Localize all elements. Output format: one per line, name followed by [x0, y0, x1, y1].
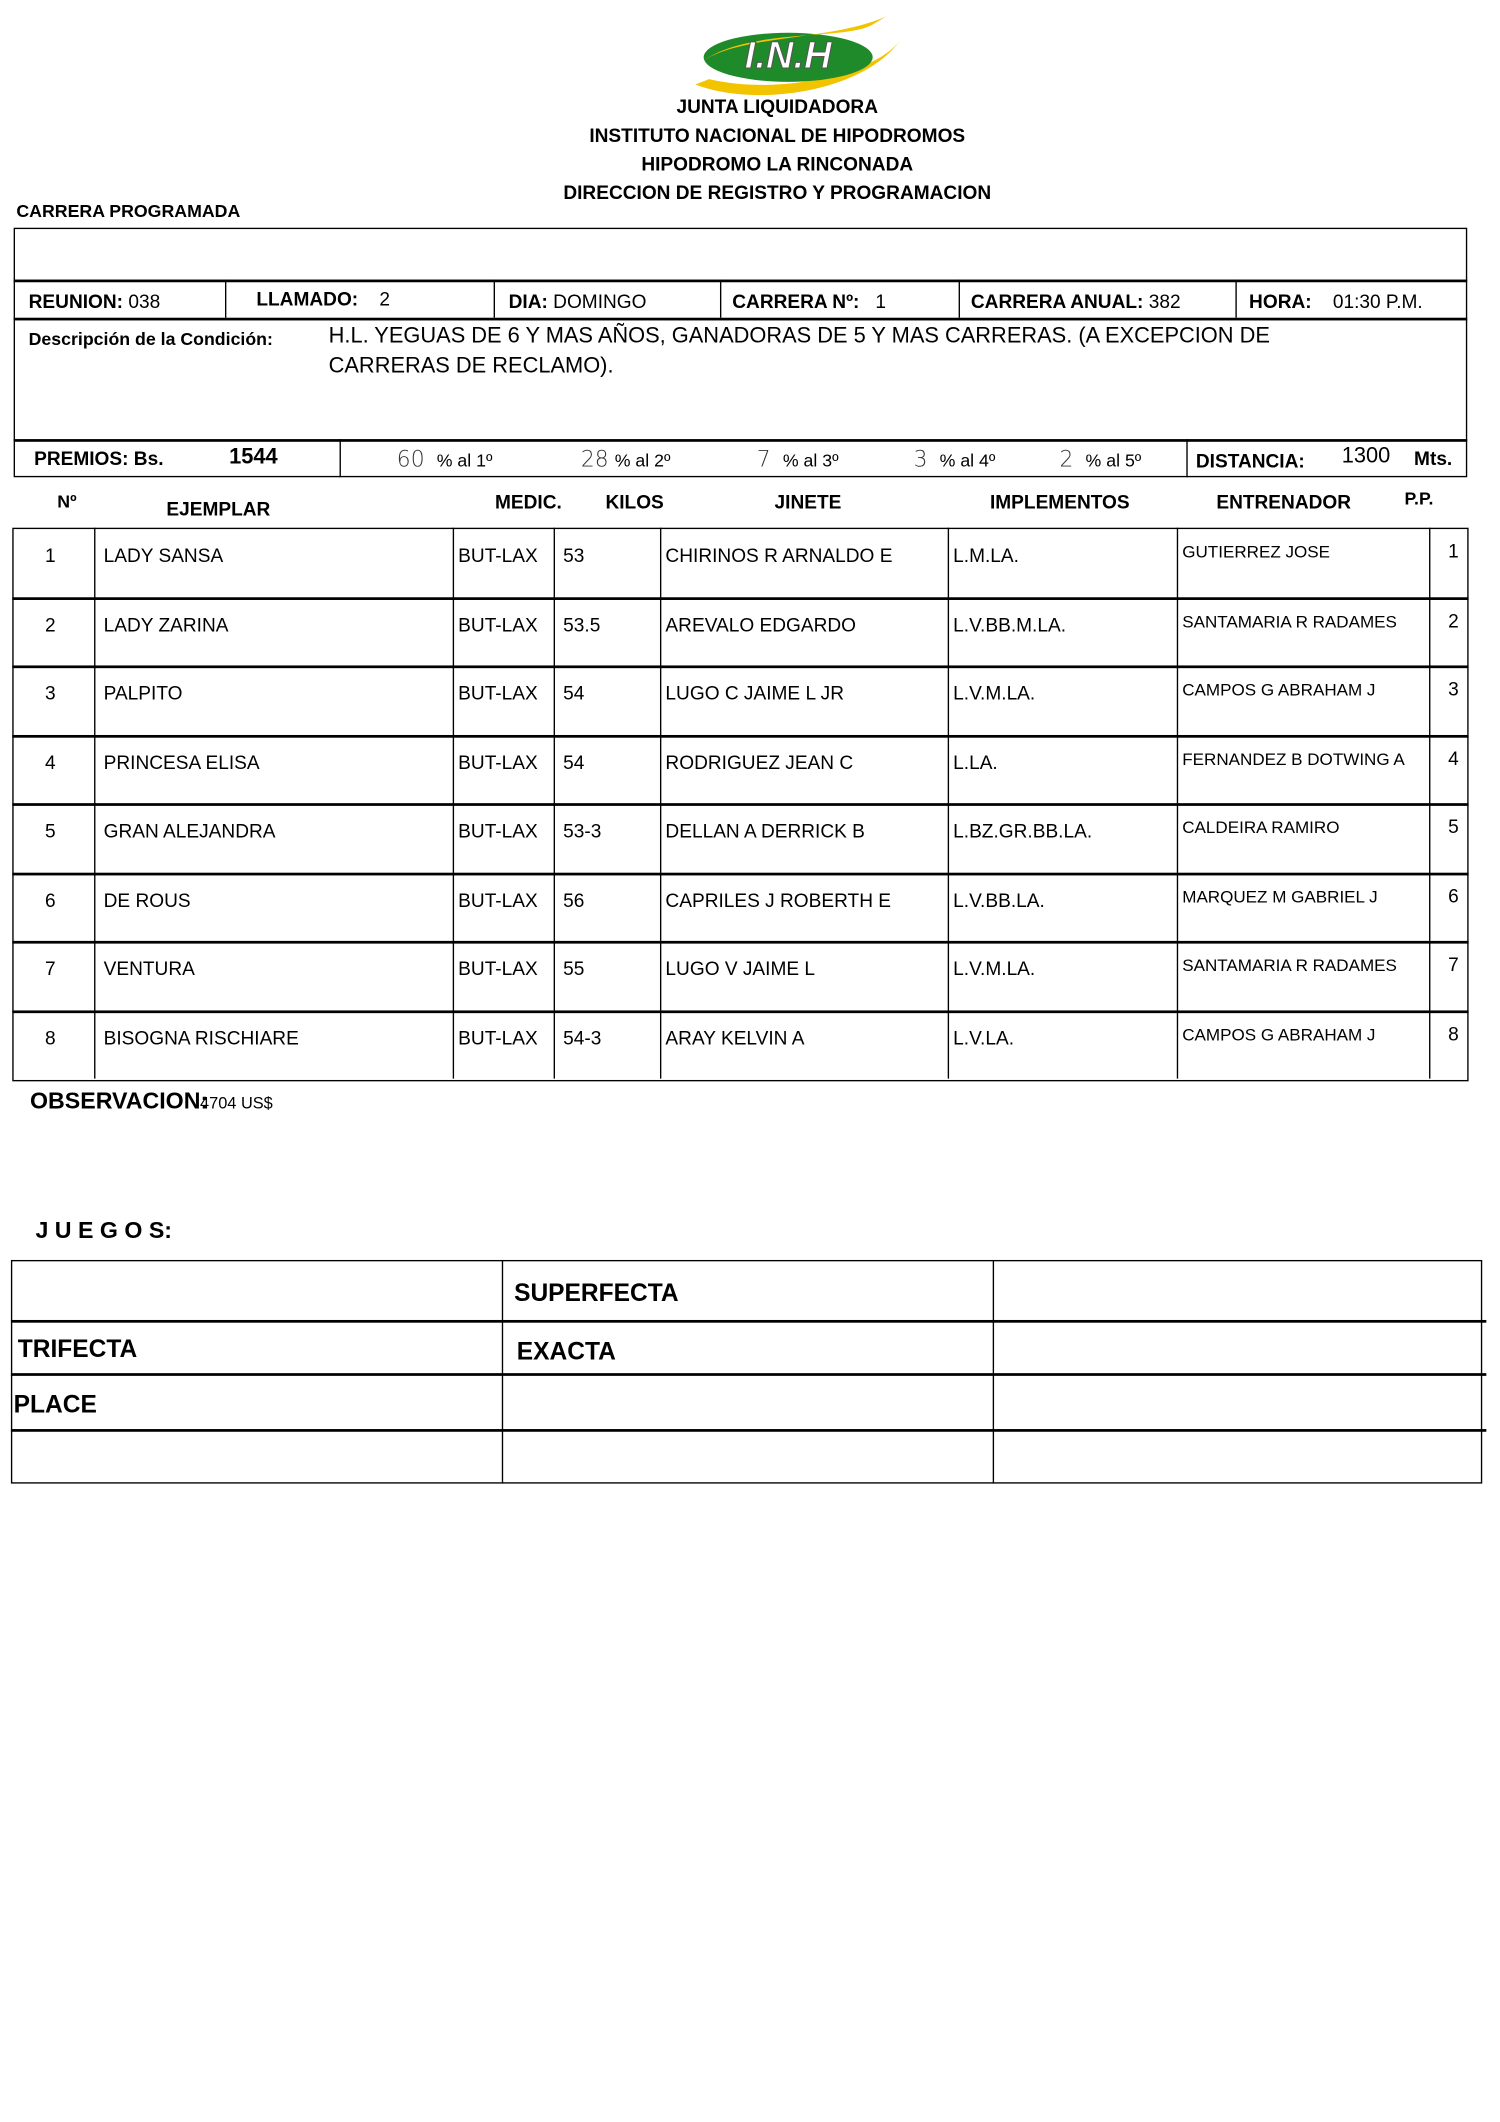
carrera-anual-field: CARRERA ANUAL: 382 — [970, 290, 1181, 313]
entry-medic: BUT-LAX — [458, 1026, 538, 1048]
entry-pp: 1 — [1448, 539, 1459, 562]
entry-implementos: L.V.BB.LA. — [953, 888, 1045, 911]
entry-no: 4 — [44, 750, 56, 773]
distancia-label: DISTANCIA: — [1195, 449, 1305, 472]
entry-jinete: RODRIGUEZ JEAN C — [665, 750, 854, 773]
entry-implementos: L.V.BB.M.LA. — [953, 612, 1066, 635]
entry-medic: BUT-LAX — [458, 544, 538, 566]
header-line-2: INSTITUTO NACIONAL DE HIPODROMOS — [589, 124, 966, 146]
header-line-1: JUNTA LIQUIDADORA — [676, 95, 879, 118]
entry-jinete: CHIRINOS R ARNALDO E — [665, 544, 893, 566]
llamado-value: 2 — [379, 287, 391, 310]
entry-entrenador: CALDEIRA RAMIRO — [1182, 818, 1340, 838]
distancia-value: 1300 — [1341, 444, 1391, 468]
hora-value: 01:30 P.M. — [1332, 290, 1423, 313]
entry-kilos: 54 — [563, 750, 585, 773]
entry-pp: 6 — [1448, 884, 1459, 907]
observacion-label: OBSERVACION: — [29, 1088, 209, 1115]
juegos-exacta: EXACTA — [516, 1337, 616, 1365]
entry-jinete: AREVALO EDGARDO — [665, 612, 857, 635]
entry-kilos: 54 — [563, 681, 585, 704]
entry-pp: 3 — [1448, 677, 1459, 700]
header-line-4: DIRECCION DE REGISTRO Y PROGRAMACION — [563, 181, 992, 204]
entry-implementos: L.LA. — [953, 750, 998, 773]
entry-medic: BUT-LAX — [458, 957, 538, 980]
entry-kilos: 53 — [563, 544, 585, 566]
juegos-place: PLACE — [13, 1390, 97, 1419]
entry-no: 8 — [44, 1026, 56, 1048]
col-header-implementos: IMPLEMENTOS — [989, 490, 1130, 513]
entry-implementos: L.V.M.LA. — [953, 957, 1036, 980]
entry-no: 6 — [44, 888, 56, 911]
entry-medic: BUT-LAX — [458, 681, 538, 704]
entry-kilos: 53.5 — [563, 612, 601, 635]
juegos-trifecta: TRIFECTA — [17, 1334, 138, 1363]
col-header-pp: P.P. — [1404, 488, 1434, 509]
entry-entrenador: SANTAMARIA R RADAMES — [1182, 611, 1397, 631]
header-line-3: HIPODROMO LA RINCONADA — [641, 152, 914, 175]
entry-jinete: CAPRILES J ROBERTH E — [665, 888, 892, 911]
entry-no: 7 — [44, 957, 56, 980]
entry-pp: 4 — [1448, 746, 1459, 769]
inh-logo — [668, 0, 924, 109]
condition-text-line-2: CARRERAS DE RECLAMO). — [328, 354, 614, 378]
entry-entrenador: SANTAMARIA R RADAMES — [1182, 955, 1397, 975]
condition-label: Descripción de la Condición: — [28, 328, 273, 350]
premios-amount: 1544 — [229, 445, 278, 470]
premios-label: PREMIOS: Bs. — [34, 447, 164, 470]
entry-implementos: L.M.LA. — [953, 544, 1019, 566]
entry-implementos: L.BZ.GR.BB.LA. — [953, 819, 1093, 842]
entry-jinete: ARAY KELVIN A — [665, 1026, 805, 1048]
col-header-medic: MEDIC. — [494, 490, 562, 513]
carrera-field: CARRERA Nº: 1 — [732, 290, 886, 313]
col-header-entrenador: ENTRENADOR — [1216, 490, 1352, 513]
condition-text-line-1: H.L. YEGUAS DE 6 Y MAS AÑOS, GANADORAS DE 5 Y MAS CARRERAS. (A EXCEPCION DE — [328, 324, 1270, 348]
entry-entrenador: MARQUEZ M GABRIEL J — [1182, 887, 1378, 907]
entry-entrenador: CAMPOS G ABRAHAM J — [1182, 1024, 1376, 1044]
section-title: CARRERA PROGRAMADA — [16, 200, 241, 221]
distancia-unit: Mts. — [1414, 447, 1453, 470]
premio-split-4: 3 % al 4º — [913, 445, 996, 472]
entry-kilos: 56 — [563, 888, 585, 911]
premio-split-5: 2 % al 5º — [1059, 445, 1142, 472]
entry-pp: 7 — [1448, 953, 1459, 975]
entry-jinete: LUGO C JAIME L JR — [665, 681, 845, 704]
entry-ejemplar: LADY ZARINA — [103, 612, 229, 635]
juegos-title: J U E G O S: — [35, 1217, 173, 1244]
entry-jinete: DELLAN A DERRICK B — [665, 819, 865, 842]
entry-no: 5 — [44, 819, 56, 842]
entry-jinete: LUGO V JAIME L — [665, 957, 816, 980]
dia-field: DIA: DOMINGO — [508, 290, 647, 313]
col-header-jinete: JINETE — [774, 490, 842, 513]
entry-entrenador: GUTIERREZ JOSE — [1182, 542, 1330, 562]
entry-no: 2 — [44, 612, 56, 635]
premio-split-2: 28 % al 2º — [580, 445, 671, 472]
entry-ejemplar: DE ROUS — [103, 888, 191, 911]
juegos-superfecta: SUPERFECTA — [514, 1279, 679, 1307]
entry-entrenador: CAMPOS G ABRAHAM J — [1182, 680, 1376, 700]
carrera-anual-value: 382 — [1148, 290, 1181, 313]
entry-pp: 5 — [1448, 815, 1459, 838]
llamado-field: LLAMADO: 2 — [256, 287, 391, 310]
entry-medic: BUT-LAX — [458, 750, 538, 773]
reunion-value: 038 — [128, 290, 161, 313]
col-header-kilos: KILOS — [605, 490, 664, 513]
col-header-ejemplar: EJEMPLAR — [166, 497, 271, 520]
hora-field: HORA: 01:30 P.M. — [1249, 290, 1423, 313]
premio-split-1: 60 % al 1º — [396, 445, 493, 472]
premio-split-3: 7 % al 3º — [756, 445, 839, 472]
entry-ejemplar: BISOGNA RISCHIARE — [103, 1026, 299, 1048]
entry-ejemplar: PALPITO — [103, 681, 183, 704]
entry-kilos: 54-3 — [563, 1026, 602, 1048]
entry-pp: 2 — [1448, 608, 1459, 631]
entry-implementos: L.V.M.LA. — [953, 681, 1036, 704]
entry-medic: BUT-LAX — [458, 612, 538, 635]
entry-ejemplar: VENTURA — [103, 957, 195, 980]
entry-kilos: 55 — [563, 957, 585, 980]
svg-text:I.N.H: I.N.H — [744, 34, 832, 78]
observacion-value: 4704 US$ — [200, 1093, 273, 1113]
col-header-no: Nº — [57, 490, 77, 512]
entry-no: 3 — [44, 681, 56, 704]
entry-entrenador: FERNANDEZ B DOTWING A — [1182, 749, 1405, 769]
entry-pp: 8 — [1448, 1022, 1459, 1044]
entry-ejemplar: PRINCESA ELISA — [103, 750, 260, 773]
entry-ejemplar: LADY SANSA — [103, 544, 224, 566]
dia-value: DOMINGO — [553, 290, 647, 313]
entry-no: 1 — [44, 544, 56, 566]
reunion-field: REUNION: 038 — [28, 290, 161, 313]
entry-implementos: L.V.LA. — [953, 1026, 1015, 1048]
observacion — [30, 1088, 273, 1115]
carrera-value: 1 — [875, 290, 886, 313]
entry-ejemplar: GRAN ALEJANDRA — [103, 819, 276, 842]
entry-medic: BUT-LAX — [458, 819, 538, 842]
entry-medic: BUT-LAX — [458, 888, 538, 911]
entry-kilos: 53-3 — [563, 819, 602, 842]
